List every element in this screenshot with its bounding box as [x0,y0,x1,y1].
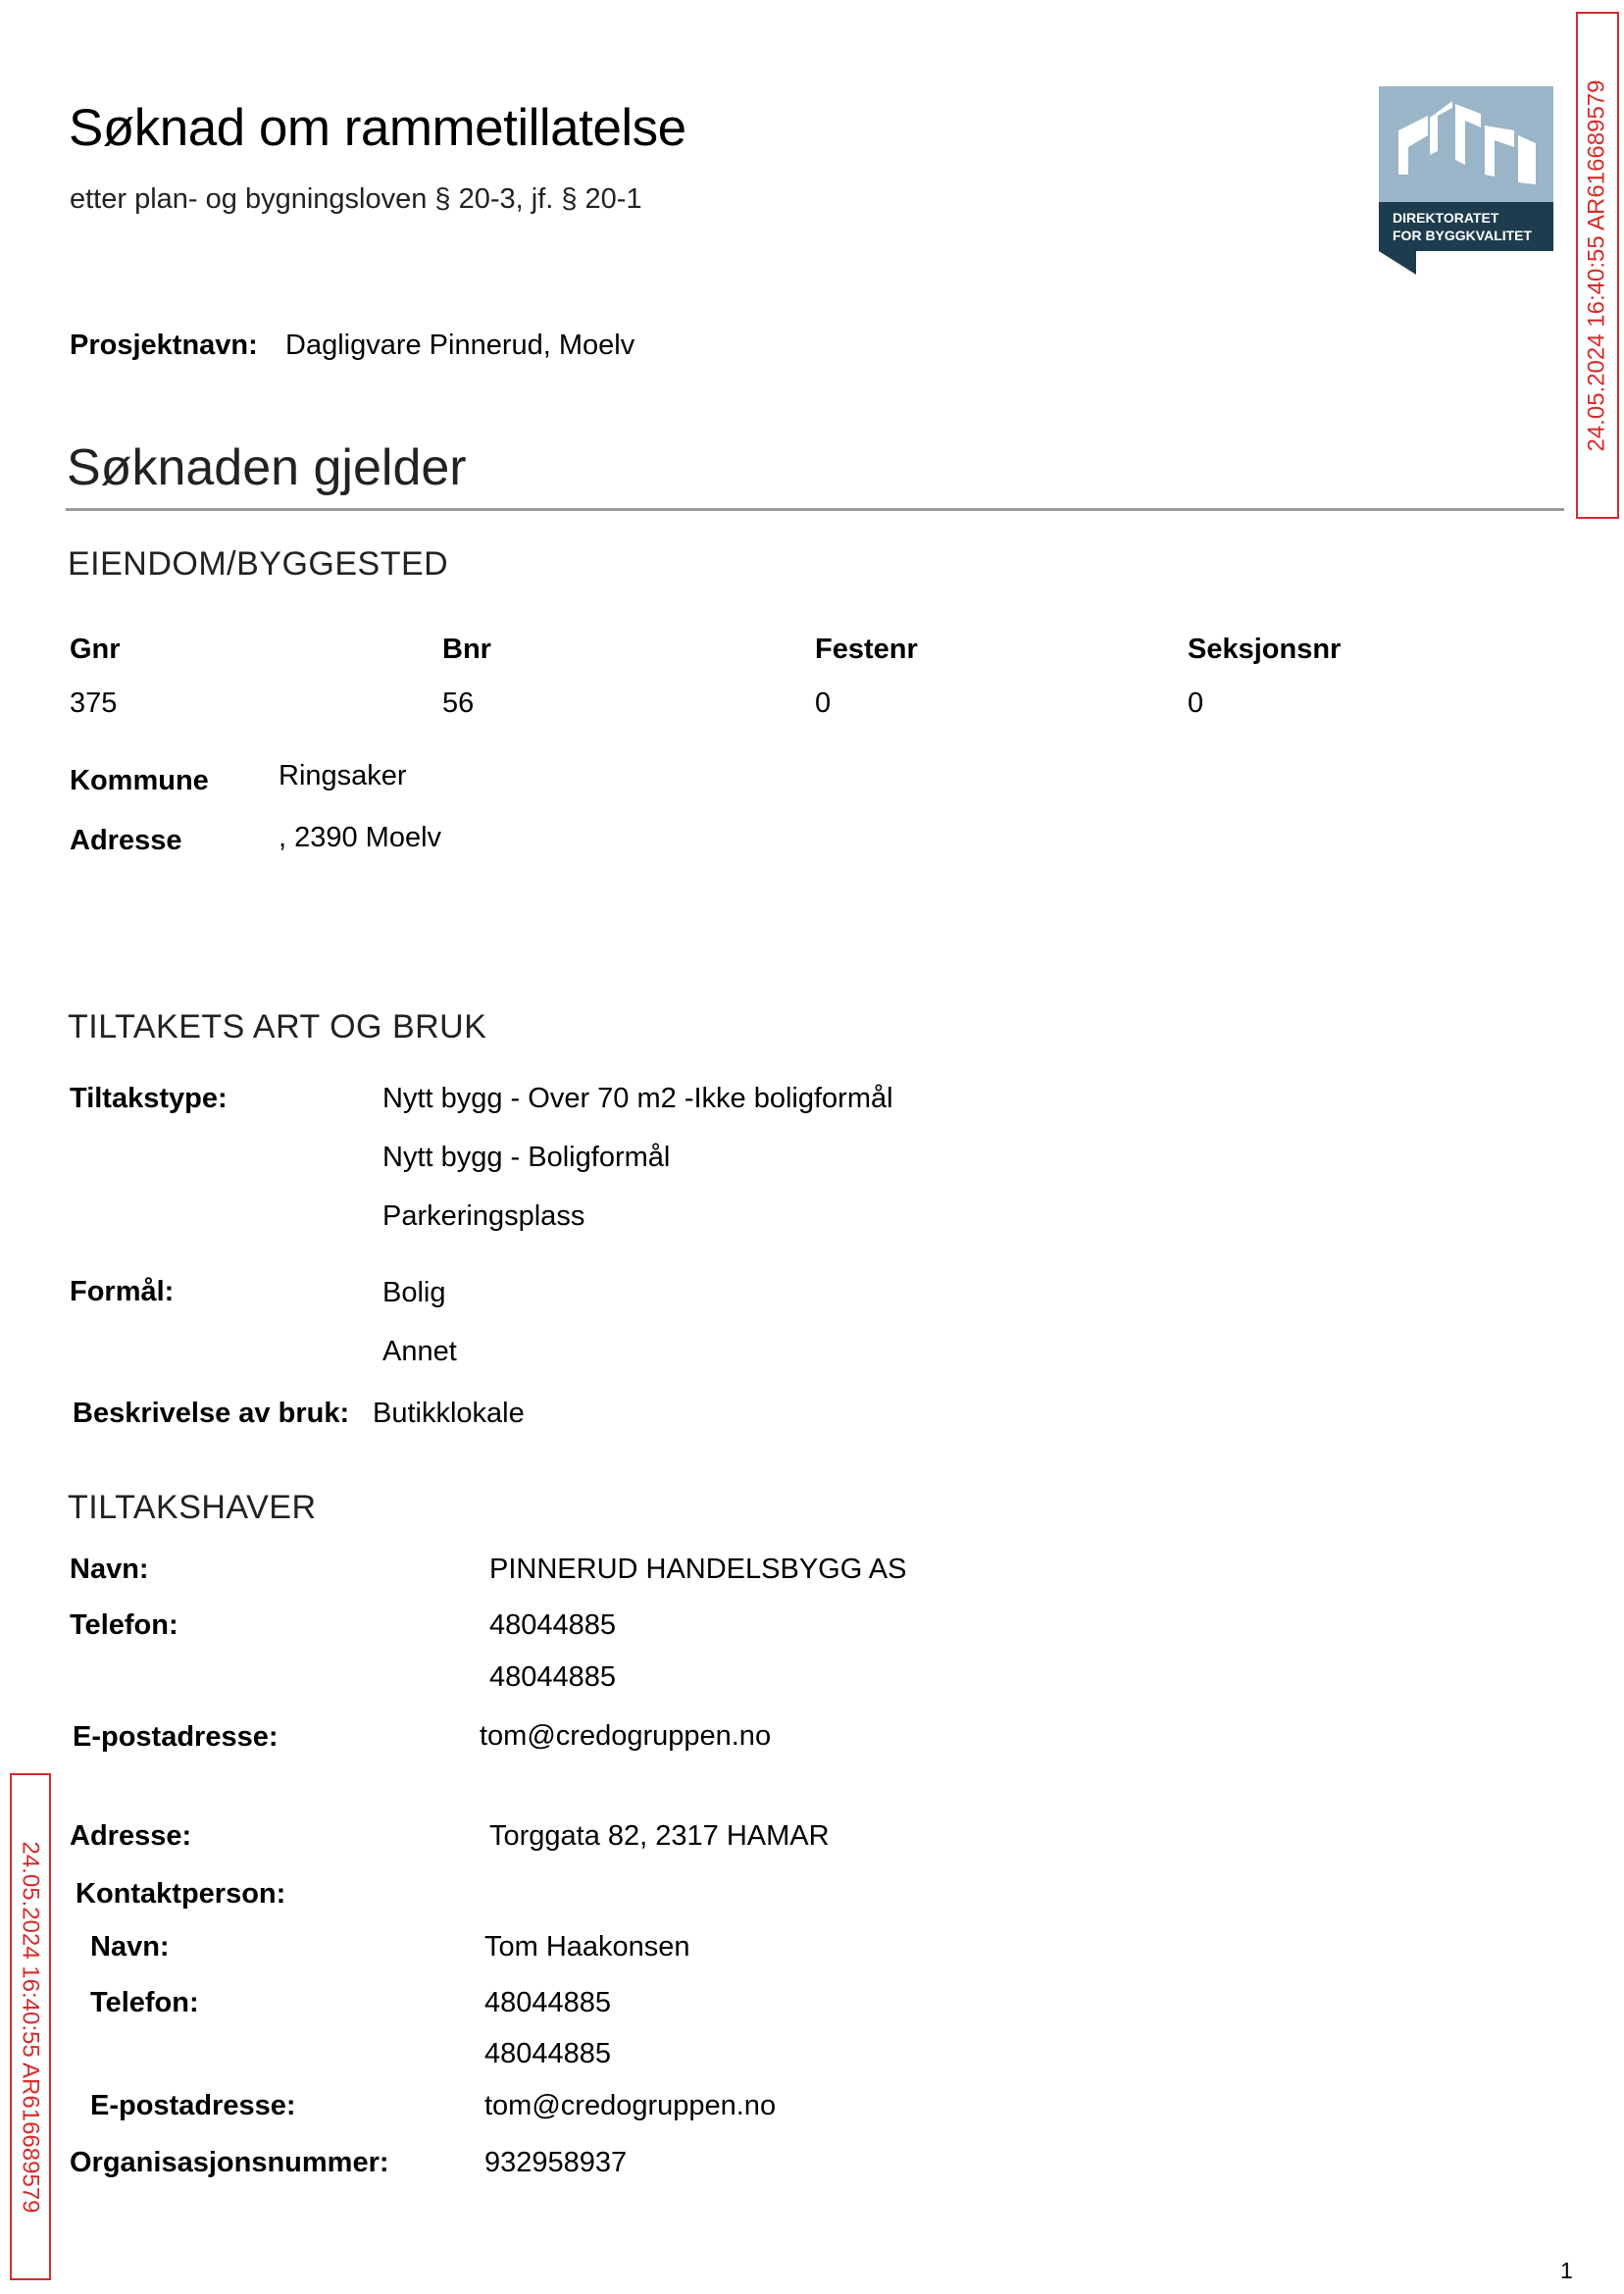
adresse-value: , 2390 Moelv [279,822,442,853]
tiltakshaver-adresse-label: Adresse: [70,1820,192,1852]
stamp-text-top: 24.05.2024 16:40:55 AR616689579 [1584,78,1610,452]
tiltak-heading: TILTAKETS ART OG BRUK [68,1008,487,1045]
tiltakshaver-adresse-value: Torggata 82, 2317 HAMAR [489,1820,830,1852]
kontakt-epost-label: E-postadresse: [90,2090,296,2121]
kontakt-navn-value: Tom Haakonsen [484,1931,690,1963]
logo-text-1: DIREKTORATET [1393,210,1499,226]
document-title: Søknad om rammetillatelse [69,99,686,157]
tiltakshaver-telefon-value-2: 48044885 [489,1661,617,1693]
bruk-label: Beskrivelse av bruk: [73,1398,350,1429]
timestamp-stamp-top [1576,12,1619,519]
section-divider [66,508,1564,511]
kommune-label: Kommune [70,765,209,796]
gnr-label: Gnr [70,634,121,665]
kontakt-telefon-value-1: 48044885 [484,1987,612,2018]
tiltakstype-label: Tiltakstype: [70,1083,228,1114]
dibk-logo [1379,86,1553,275]
bruk-value: Butikklokale [373,1398,525,1429]
seksjonsnr-label: Seksjonsnr [1188,634,1342,665]
tiltakshaver-heading: TILTAKSHAVER [68,1489,317,1526]
seksjonsnr-value: 0 [1188,688,1204,719]
tiltakshaver-telefon-label: Telefon: [70,1609,178,1641]
org-label: Organisasjonsnummer: [70,2147,389,2178]
gnr-value: 375 [70,688,118,719]
tiltakstype-value-3: Parkeringsplass [382,1200,585,1232]
kontaktperson-label: Kontaktperson: [76,1878,286,1910]
property-heading: EIENDOM/BYGGESTED [68,545,449,583]
document-subtitle: etter plan- og bygningsloven § 20-3, jf. § 20-1 [70,183,642,215]
project-value: Dagligvare Pinnerud, Moelv [285,330,635,361]
tiltakshaver-navn-value: PINNERUD HANDELSBYGG AS [489,1554,907,1585]
tiltakstype-value-2: Nytt bygg - Boligformål [382,1142,671,1173]
kontakt-telefon-value-2: 48044885 [484,2038,612,2069]
kommune-value: Ringsaker [279,760,407,791]
bnr-value: 56 [442,688,475,719]
bnr-label: Bnr [442,634,491,665]
kontakt-epost-value: tom@credogruppen.no [484,2090,777,2121]
page-number: 1 [1560,2258,1573,2283]
tiltakstype-value-1: Nytt bygg - Over 70 m2 -Ikke boligformål [382,1083,893,1114]
org-value: 932958937 [484,2147,628,2178]
stamp-text-left: 24.05.2024 16:40:55 AR616689579 [18,1840,44,2214]
kontakt-navn-label: Navn: [90,1931,170,1963]
tiltakshaver-epost-label: E-postadresse: [73,1721,279,1753]
adresse-label: Adresse [70,825,182,856]
project-label: Prosjektnavn: [70,330,258,361]
logo-text-2: FOR BYGGKVALITET [1393,228,1533,243]
formal-label: Formål: [70,1276,175,1307]
tiltakshaver-navn-label: Navn: [70,1554,149,1585]
kontakt-telefon-label: Telefon: [90,1987,199,2018]
formal-value-2: Annet [382,1336,457,1367]
timestamp-stamp-left [10,1773,51,2280]
tiltakshaver-epost-value: tom@credogruppen.no [480,1720,772,1752]
festenr-value: 0 [815,688,832,719]
section-title: Søknaden gjelder [67,439,467,496]
tiltakshaver-telefon-value-1: 48044885 [489,1609,617,1641]
festenr-label: Festenr [815,634,918,665]
formal-value-1: Bolig [382,1277,446,1308]
